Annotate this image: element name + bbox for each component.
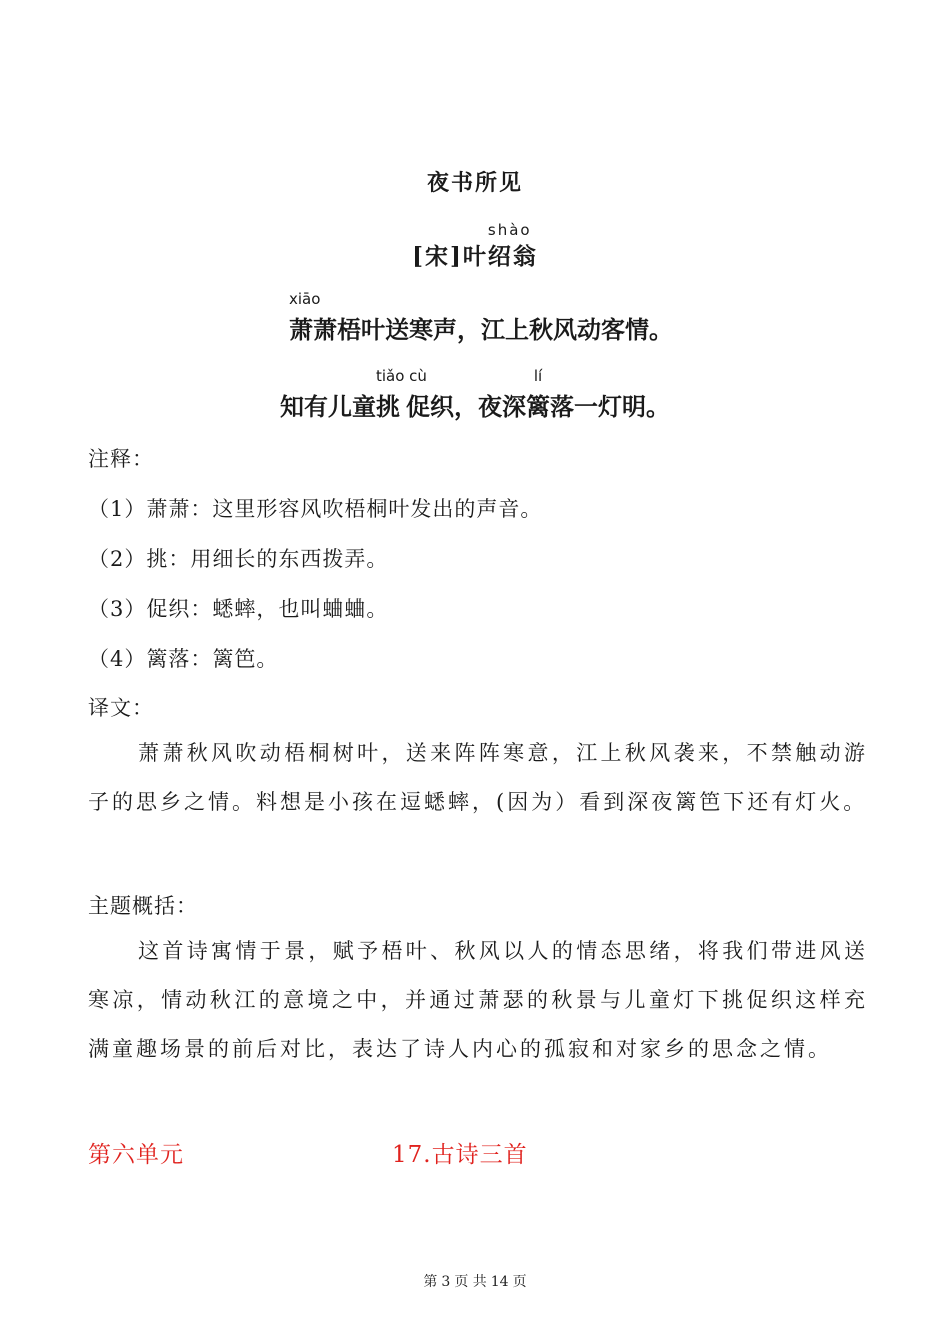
translation-text: 萧萧秋风吹动梧桐树叶，送来阵阵寒意，江上秋风袭来，不禁触动游子的思乡之情。料想是小孩在逗蟋蟀，(因为）看到深夜篱笆下还有灯火。 — [88, 741, 868, 814]
char-li: 篱 — [526, 392, 550, 421]
page-footer — [0, 1271, 950, 1291]
char-tiao: 挑 — [376, 392, 400, 421]
note-item: （2）挑：用细长的东西拨弄。 — [88, 547, 389, 571]
author-suffix: 翁 — [512, 243, 538, 270]
footer-total-pages: 14 — [490, 1274, 509, 1290]
pinyin-shao: shào — [487, 221, 532, 239]
line2-part3: 落一灯明。 — [550, 392, 670, 421]
ruby-tiao — [376, 367, 405, 422]
footer-prefix: 第 — [423, 1274, 438, 1290]
char-xiao: 萧 — [289, 315, 313, 344]
footer-current-page: 3 — [441, 1274, 451, 1290]
ruby-xiao — [289, 290, 321, 345]
line2-part1: 知有儿童 — [280, 392, 376, 421]
lesson-heading: 17.古诗三首 — [392, 1142, 528, 1168]
author-prefix: [宋]叶 — [412, 243, 488, 270]
poem-line-1 — [0, 290, 950, 345]
footer-middle: 页 共 — [454, 1274, 487, 1290]
ruby-cu — [406, 367, 430, 422]
poem-title: 夜书所见 — [426, 170, 523, 196]
poem-line-2 — [0, 367, 950, 422]
poem-author — [0, 221, 950, 271]
notes-label: 注释： — [88, 447, 154, 471]
theme-text: 这首诗寓情于景，赋予梧叶、秋风以人的情态思绪，将我们带进风送寒凉，情动秋江的意境之中，并通过萧瑟的秋景与儿童灯下挑促织这样充满童趣场景的前后对比，表达了诗人内心的孤寂和对家乡的思念之情。 — [88, 939, 868, 1061]
note-item: （4）篱落：篱笆。 — [88, 647, 279, 671]
unit-heading: 第六单元 — [88, 1142, 184, 1168]
pinyin-li: lí — [533, 367, 543, 385]
ruby-li — [526, 367, 550, 422]
theme-label: 主题概括： — [88, 894, 198, 918]
line1-rest: 萧梧叶送寒声，江上秋风动客情。 — [313, 315, 673, 344]
line2-part2: 织，夜深 — [430, 392, 526, 421]
ruby-shao — [487, 221, 532, 271]
note-item: （1）萧萧：这里形容风吹梧桐叶发出的声音。 — [88, 497, 543, 521]
char-cu: 促 — [406, 392, 430, 421]
translation-label: 译文： — [88, 696, 154, 720]
footer-suffix: 页 — [512, 1274, 527, 1290]
pinyin-cu: cù — [409, 367, 427, 385]
pinyin-xiao: xiāo — [289, 290, 321, 308]
char-shao: 绍 — [487, 243, 513, 270]
pinyin-tiao: tiǎo — [376, 367, 405, 385]
note-item: （3）促织：蟋蟀，也叫蛐蛐。 — [88, 597, 389, 621]
